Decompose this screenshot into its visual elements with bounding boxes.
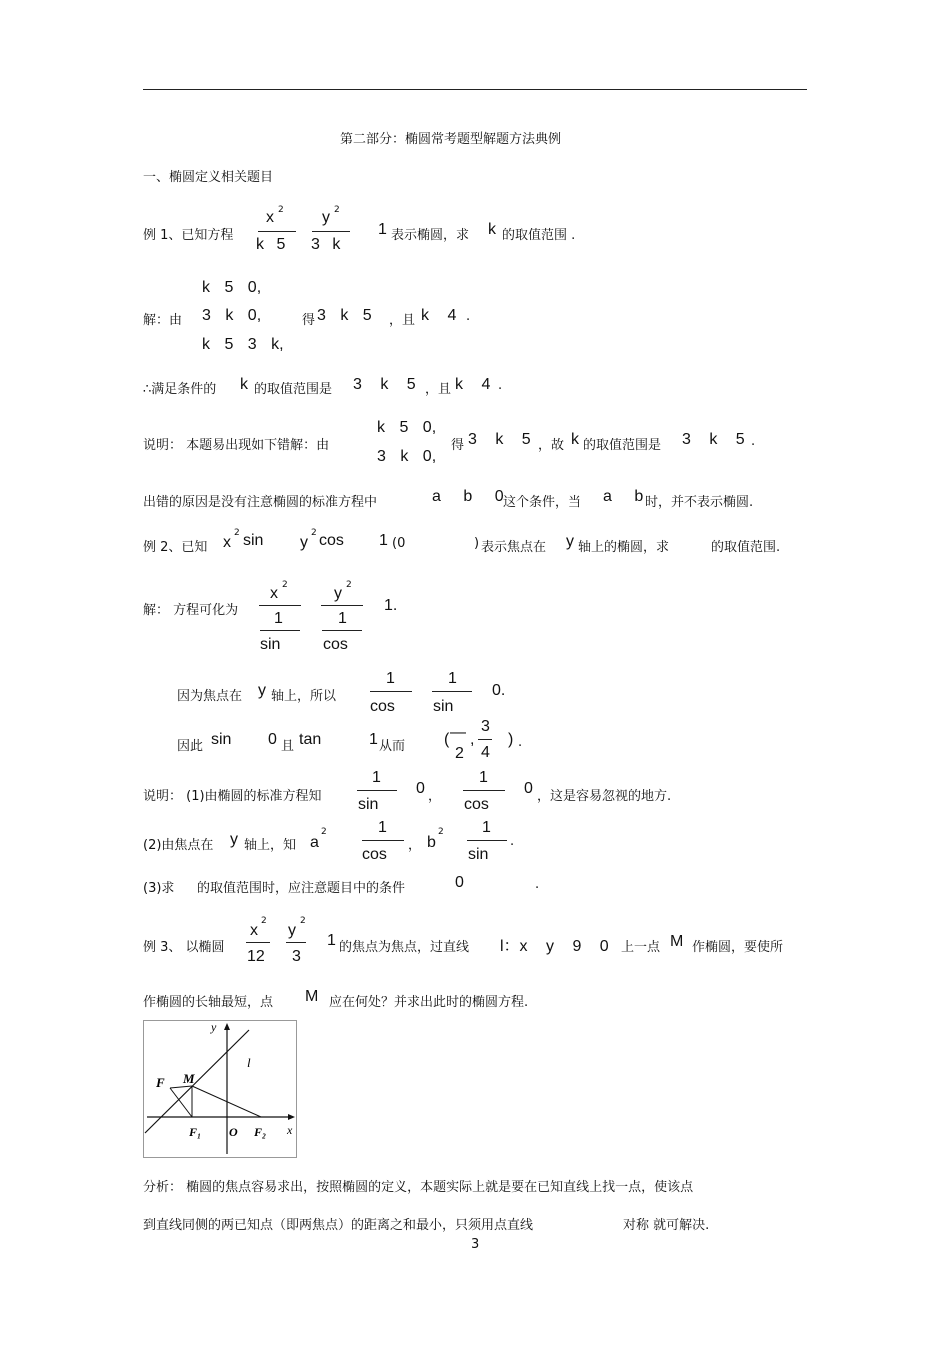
point-M-label: M — [183, 1071, 195, 1086]
variable-y: y — [230, 831, 238, 848]
header-rule — [143, 89, 807, 90]
example-label: 例 2、已知 — [143, 540, 208, 555]
tan-term: tan — [299, 731, 322, 748]
line-equation: l：x y 9 0 — [500, 938, 609, 955]
point-F1-label: F₁ — [189, 1125, 202, 1139]
fraction-numerator: 1 — [482, 819, 491, 836]
note-result: 3 k 5 — [682, 431, 745, 448]
y-axis-label: y — [211, 1020, 217, 1034]
punctuation: . — [466, 309, 471, 324]
page-number: 3 — [471, 1237, 480, 1252]
variable-a: a — [310, 834, 319, 851]
fraction-bar — [357, 790, 397, 791]
fraction-denominator: cos — [362, 846, 387, 863]
note-text: 的取值范围是 — [583, 438, 662, 453]
variable-k: k — [488, 221, 496, 238]
solution-result: 3 k 5 — [317, 307, 372, 324]
note-condition: a b — [603, 488, 644, 505]
punctuation: ， — [428, 789, 442, 804]
fraction-bar — [467, 840, 507, 841]
cos-term: cos — [319, 532, 344, 549]
fraction-numerator: x — [270, 585, 278, 602]
line-l-label: l — [247, 1055, 251, 1070]
point-F-label: F — [156, 1075, 165, 1090]
fraction-bar — [259, 605, 301, 606]
equation-rhs: 0. — [492, 682, 506, 699]
fraction-bar — [321, 605, 363, 606]
interval-close: ) — [508, 731, 514, 748]
superscript: 2 — [438, 827, 444, 837]
variable-b: b — [427, 834, 436, 851]
value-zero: 0 — [524, 780, 533, 797]
point-M: M — [670, 933, 684, 950]
superscript: 2 — [334, 205, 340, 215]
note-text: 这个条件，当 — [503, 495, 582, 510]
solution-text: 轴上，所以 — [271, 689, 337, 704]
system-row-3: k 5 3 k, — [202, 336, 284, 353]
value-zero: 0 — [416, 780, 425, 797]
variable-k: k — [571, 431, 579, 448]
note-text: (3)求 — [143, 881, 175, 896]
fraction-bar — [478, 739, 492, 740]
superscript: 2 — [346, 580, 352, 590]
equation-rhs: 1. — [384, 597, 398, 614]
fraction-bar — [246, 942, 270, 943]
fraction-denominator: cos — [370, 698, 395, 715]
fraction-bar — [463, 790, 505, 791]
fraction-numerator: 1 — [386, 670, 395, 687]
superscript: 2 — [278, 205, 284, 215]
fraction-numerator: y — [322, 209, 330, 226]
fraction-denominator: k 5 — [256, 236, 286, 253]
example-text: 的取值范围 . — [502, 228, 576, 243]
punctuation: , — [470, 731, 475, 748]
point-F2-label: F₂ — [254, 1125, 267, 1139]
variable-y: y — [258, 682, 266, 699]
fraction-numerator: 3 — [481, 718, 490, 735]
fraction-numerator: x — [250, 922, 258, 939]
note-text: 得 — [451, 438, 465, 453]
fraction-bar — [286, 942, 306, 943]
example-text: 作椭圆的长轴最短，点 — [143, 995, 274, 1010]
fraction-denominator: sin — [260, 636, 281, 653]
example-text: 上一点 — [621, 940, 661, 955]
note-text: 的取值范围时，应注意题目中的条件 — [197, 881, 406, 896]
sin-term: sin — [243, 532, 264, 549]
value-zero: 0 — [455, 874, 464, 891]
punctuation: . — [518, 735, 523, 750]
punctuation: . — [498, 378, 503, 393]
example-text: 的焦点为焦点，过直线 — [339, 940, 470, 955]
solution-label: 解： 方程可化为 — [143, 603, 239, 618]
conclusion-text: 的取值范围是 — [254, 382, 333, 397]
figure-frame — [144, 1021, 297, 1158]
conclusion-result: 3 k 5 — [353, 376, 416, 393]
note-label: 说明： 本题易出现如下错解：由 — [143, 438, 330, 453]
variable-x: x — [223, 534, 231, 551]
example-text: 的取值范围. — [711, 540, 781, 555]
note-text: 轴上，知 — [244, 838, 297, 853]
fraction-numerator: y — [334, 585, 342, 602]
superscript: 2 — [234, 528, 240, 538]
fraction-bar — [260, 630, 300, 631]
subsection-title: 一、椭圆定义相关题目 — [143, 170, 274, 185]
fraction-bar — [370, 691, 412, 692]
equation-rhs: 1 — [327, 932, 336, 949]
note-text: (2)由焦点在 — [143, 838, 214, 853]
solution-text: 从而 — [379, 739, 406, 754]
variable-y: y — [566, 533, 574, 550]
fraction-denominator: sin — [433, 698, 454, 715]
superscript: 2 — [300, 916, 306, 926]
example-text: 表示椭圆，求 — [391, 228, 470, 243]
interval-open: ( — [444, 731, 450, 748]
section-title: 第二部分：椭圆常考题型解题方法典例 — [340, 132, 562, 147]
system-row-1: k 5 0, — [377, 419, 437, 436]
punctuation: . — [510, 834, 515, 849]
note-text: 出错的原因是没有注意椭圆的标准方程中 — [143, 495, 378, 510]
example-label: 例 3、 以椭圆 — [143, 940, 225, 955]
conclusion-text: ∴满足条件的 — [143, 382, 217, 397]
variable-k: k — [240, 376, 248, 393]
fraction-bar — [322, 630, 362, 631]
example-label: 例 1、已知方程 — [143, 228, 234, 243]
fraction-numerator: 1 — [378, 819, 387, 836]
punctuation: . — [751, 434, 756, 449]
note-label: 说明： (1)由椭圆的标准方程知 — [143, 789, 322, 804]
analysis-line-2: 到直线同侧的两已知点（即两焦点）的距离之和最小，只须用点直线 — [143, 1218, 534, 1233]
conclusion-text: ，且 — [425, 382, 452, 397]
value-zero: 0 — [268, 731, 277, 748]
variable-y: y — [300, 534, 308, 551]
example-text: 表示焦点在 — [481, 540, 547, 555]
fraction-denominator: sin — [358, 796, 379, 813]
fraction-denominator: sin — [468, 846, 489, 863]
note-text: ，这是容易忽视的地方. — [537, 789, 672, 804]
fraction-bar-glyph: — — [450, 724, 466, 741]
fraction-bar — [432, 691, 472, 692]
fraction-numerator: 1 — [274, 610, 283, 627]
solution-text: 因此 — [177, 739, 204, 754]
note-text: ，故 — [538, 438, 565, 453]
fraction-numerator: 1 — [479, 769, 488, 786]
solution-result: k 4 — [421, 307, 457, 324]
punctuation: ， — [408, 838, 422, 853]
equation-rhs: 1 — [378, 221, 387, 238]
sin-term: sin — [211, 731, 232, 748]
conclusion-result: k 4 — [455, 376, 491, 393]
equation-rhs: 1 — [379, 532, 388, 549]
superscript: 2 — [282, 580, 288, 590]
example-text: 应在何处？并求出此时的椭圆方程. — [329, 995, 529, 1010]
fraction-denominator: 2 — [455, 745, 464, 762]
fraction-denominator: 4 — [481, 744, 490, 761]
note-result: 3 k 5 — [468, 431, 531, 448]
fraction-bar — [362, 840, 404, 841]
fraction-denominator: 12 — [247, 948, 265, 965]
point-M: M — [305, 988, 319, 1005]
fraction-bar — [312, 231, 350, 232]
fraction-denominator: 3 — [292, 948, 301, 965]
superscript: 2 — [261, 916, 267, 926]
fraction-numerator: y — [288, 922, 296, 939]
fraction-numerator: x — [266, 209, 274, 226]
example-text: 作椭圆，要使所 — [692, 940, 784, 955]
fraction-bar — [258, 231, 296, 232]
analysis-line-1: 分析： 椭圆的焦点容易求出，按照椭圆的定义，本题实际上就是要在已知直线上找一点，使该点 — [143, 1180, 694, 1195]
superscript: 2 — [311, 528, 317, 538]
x-axis-label: x — [287, 1123, 293, 1137]
fraction-denominator: cos — [464, 796, 489, 813]
interval-close: ) — [474, 536, 480, 551]
note-text: 时，并不表示椭圆. — [645, 495, 754, 510]
note-condition: a b 0 — [432, 488, 504, 505]
system-row-1: k 5 0, — [202, 279, 262, 296]
fraction-denominator: cos — [323, 636, 348, 653]
fraction-numerator: 1 — [338, 610, 347, 627]
system-row-2: 3 k 0, — [377, 448, 437, 465]
punctuation: . — [535, 877, 540, 892]
value-one: 1 — [369, 731, 378, 748]
interval-open: (0 — [392, 536, 406, 551]
fraction-numerator: 1 — [448, 670, 457, 687]
ellipse-figure — [143, 1020, 297, 1158]
system-row-2: 3 k 0, — [202, 307, 262, 324]
example-text: 轴上的椭圆，求 — [578, 540, 670, 555]
solution-text: ，且 — [389, 313, 416, 328]
solution-text: 因为焦点在 — [177, 689, 243, 704]
solution-text: 得 — [302, 313, 316, 328]
fraction-denominator: 3 k — [311, 236, 341, 253]
solution-text: 且 — [281, 739, 295, 754]
solution-label: 解：由 — [143, 313, 183, 328]
fraction-numerator: 1 — [372, 769, 381, 786]
analysis-line-2-end: 对称 就可解决. — [623, 1218, 710, 1233]
origin-label: O — [229, 1125, 238, 1139]
superscript: 2 — [321, 827, 327, 837]
